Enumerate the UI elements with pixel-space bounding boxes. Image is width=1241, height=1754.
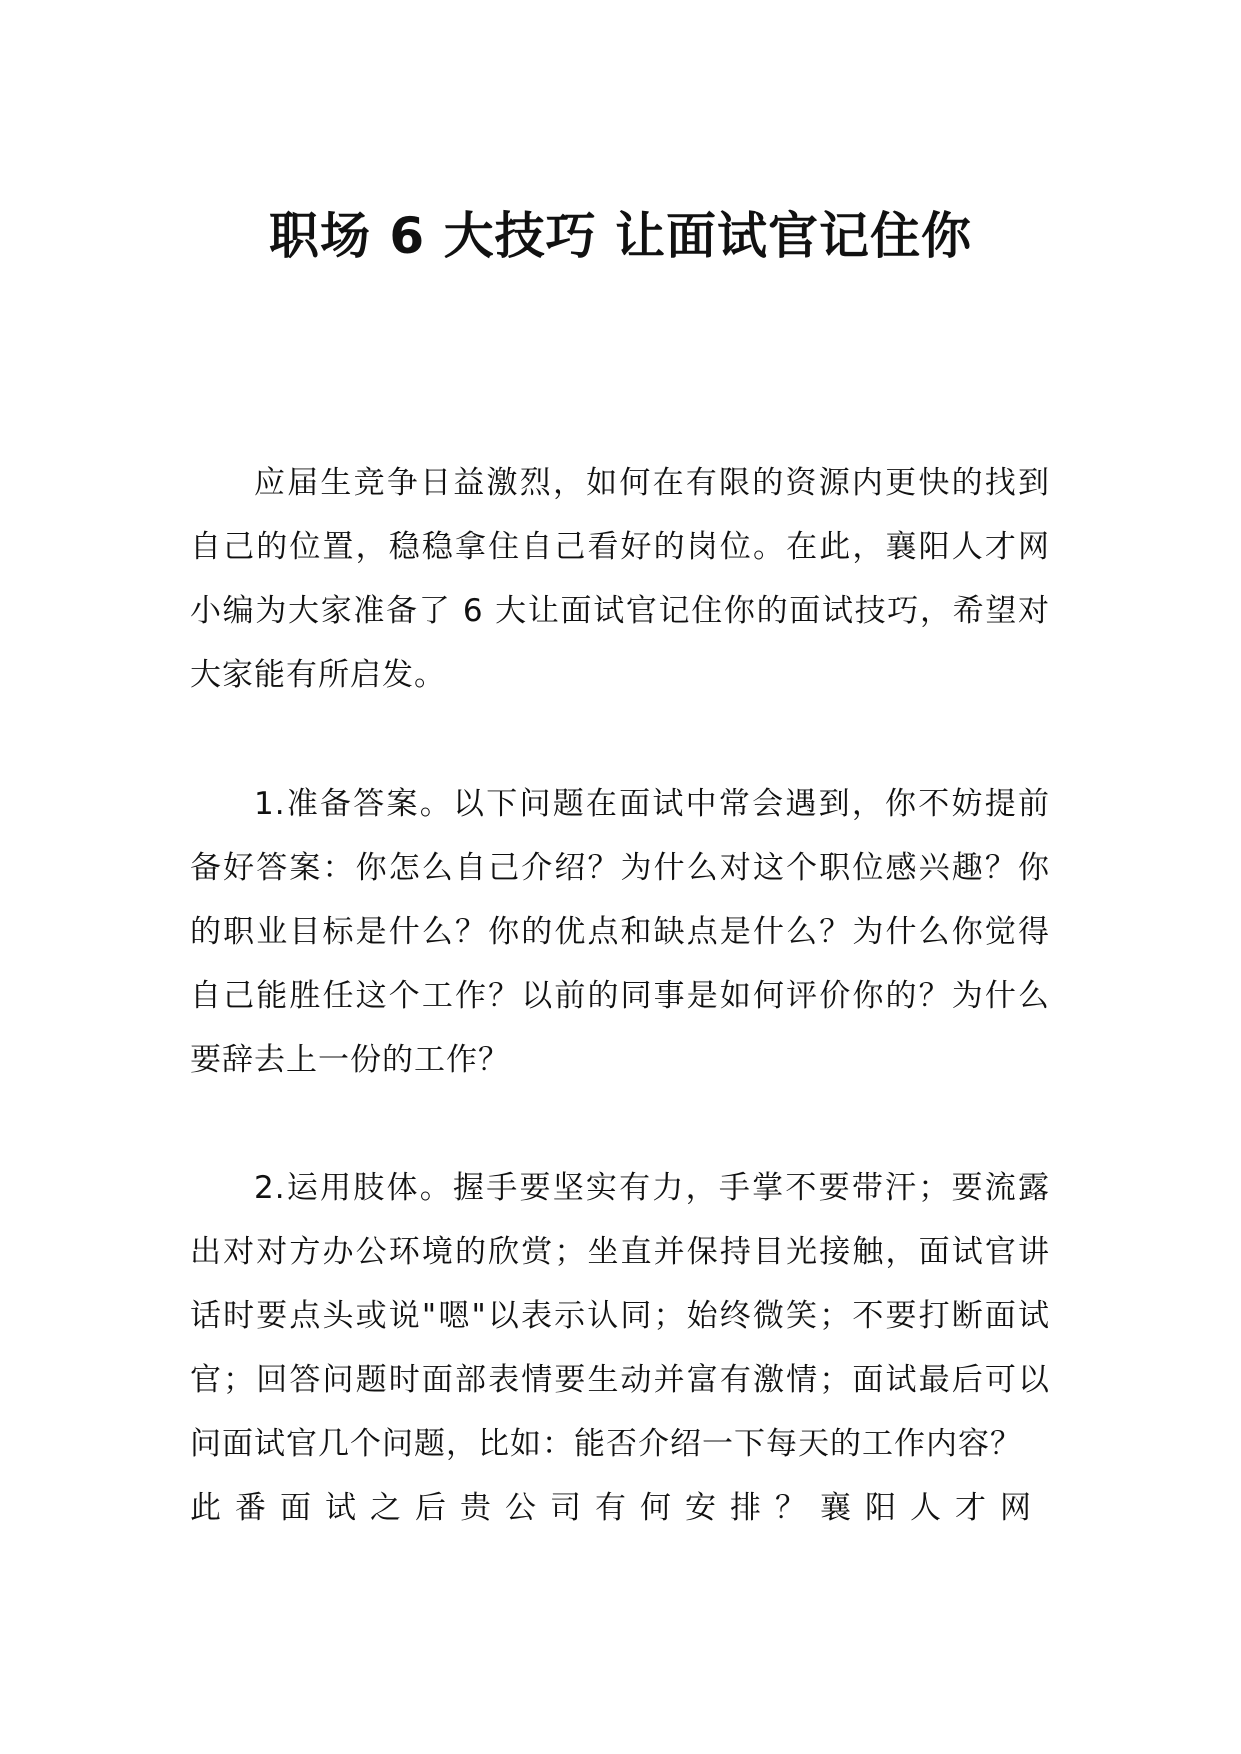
paragraph-tip-2-last-line: 此番面试之后贵公司有何安排？襄阳人才网 <box>190 1490 1045 1526</box>
paragraph-tip-1: 1.准备答案。以下问题在面试中常会遇到，你不妨提前备好答案：你怎么自己介绍？为什么对这个职位感兴趣？你的职业目标是什么？你的优点和缺点是什么？为什么你觉得自己能胜任这个工作？以前的同事是如何评价你的？为什么要辞去上一份的工作？ <box>190 786 1050 1078</box>
paragraph-intro: 应届生竞争日益激烈，如何在有限的资源内更快的找到自己的位置，稳稳拿住自己看好的岗位。在此，襄阳人才网小编为大家准备了 6 大让面试官记住你的面试技巧，希望对大家能有所启发。 <box>190 465 1050 693</box>
paragraph-tip-2: 2.运用肢体。握手要坚实有力，手掌不要带汗；要流露出对对方办公环境的欣赏；坐直并保持目光接触，面试官讲话时要点头或说"嗯"以表示认同；始终微笑；不要打断面试官；回答问题时面部表情要生动并富有激情；面试最后可以问面试官几个问题，比如：能否介绍一下每天的工作内容？ <box>190 1170 1050 1462</box>
paragraph-tip-2-block <box>190 1156 1050 1540</box>
document-title: 职场 6 大技巧 让面试官记住你 <box>268 207 972 265</box>
